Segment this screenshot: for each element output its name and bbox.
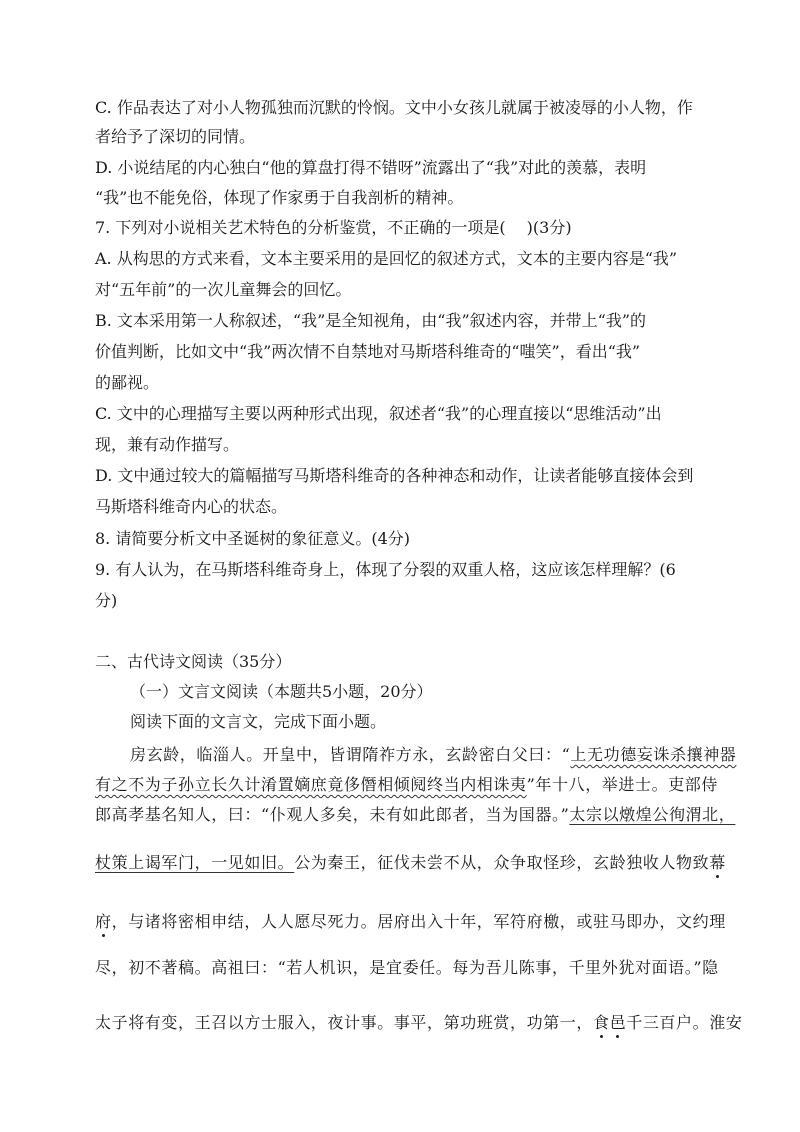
q6-option-c-line1: C. 作品表达了对小人物孤独而沉默的怜悯。文中小女孩儿就属于被凌辱的小人物，作: [95, 98, 693, 117]
q8-text: 8. 请简要分析文中圣诞树的象征意义。(4分): [95, 529, 411, 548]
q7-option-c-line1: C. 文中的心理描写主要以两种形式出现，叙述者“我”的心理直接以“思维活动”出: [95, 404, 662, 423]
dotted-emphasis-char: 府: [95, 912, 112, 931]
dotted-emphasis-char: 幕: [709, 853, 726, 872]
section2-subtitle: （一）文言文阅读（本题共5小题，20分）: [130, 682, 433, 701]
q9-line2: 分): [95, 591, 118, 610]
q6-option-d-line2: “我”也不能免俗，体现了作家勇于自我剖析的精神。: [95, 188, 464, 207]
q7-option-d-line1: D. 文中通过较大的篇幅描写马斯塔科维奇的各种神态和动作，让读者能够直接体会到: [95, 466, 694, 485]
q6-option-d-line1: D. 小说结尾的内心独白“他的算盘打得不错呀”流露出了“我”对此的羡慕，表明: [95, 158, 647, 177]
q7-stem: 7. 下列对小说相关艺术特色的分析鉴赏，不正确的一项是( )(3分): [95, 218, 572, 237]
passage-line2: [95, 775, 718, 795]
wavy-underlined-text: 上无功德妄诛杀攘神器: [570, 745, 737, 764]
q7-option-d-line2: 马斯塔科维奇内心的状态。: [95, 497, 288, 516]
underlined-text: 太宗以燉煌公徇渭北，: [569, 805, 736, 824]
passage-line2-text: ”年十八，举进士。吏部侍: [526, 775, 718, 794]
dotted-emphasis-char: 邑: [609, 1013, 627, 1032]
q7-option-b-line1: B. 文本采用第一人称叙述，“我”是全知视角，由“我”叙述内容，并带上“我”的: [95, 311, 647, 330]
q7-option-b-line2: 价值判断，比如文中“我”两次情不自禁地对马斯塔科维奇的“嗤笑”，看出“我”: [95, 342, 641, 361]
section2-instruction: 阅读下面的文言文，完成下面小题。: [130, 712, 387, 731]
section2-title: 二、古代诗文阅读（35分）: [95, 652, 292, 671]
passage-line3: [95, 805, 735, 825]
passage-line4: [95, 853, 726, 873]
q6-option-c-line2: 者给予了深切的同情。: [95, 127, 256, 146]
underlined-text: 杖策上谒军门，一见如旧。: [95, 853, 295, 872]
passage-line6: 尽，初不著稿。高祖曰：“若人机识，是宜委任。每为吾儿陈事，千里外犹对面语。”隐: [95, 958, 719, 977]
passage-line1: [130, 745, 736, 765]
passage-line5: [95, 912, 726, 932]
passage-line3-text: 郎高孝基名知人，曰：“仆观人多矣，未有如此郎者，当为国器。”: [95, 805, 570, 824]
q9-line1: 9. 有人认为，在马斯塔科维奇身上，体现了分裂的双重人格，这应该怎样理解？(6: [95, 560, 676, 579]
dotted-emphasis-char: 食: [593, 1013, 610, 1032]
q7-option-b-line3: 的鄙视。: [95, 373, 160, 392]
passage-line4-text: 公为秦王，征伐未尝不从，众争取怪珍，玄龄独收人物致: [294, 853, 710, 872]
passage-line5-text: ，与诸将密相申结，人人愿尽死力。居府出入十年，军符府檄，或驻马即办，文约理: [111, 912, 726, 931]
passage-line7-text: 太子将有变，王召以方士服入，夜计事。事平，第功班赏，功第一，: [95, 1013, 594, 1032]
wavy-underlined-text: 有之不为子孙立长久计淆置嫡庶竟侈僭相倾阋终当内相诛夷: [95, 775, 527, 794]
q7-option-a-line2: 对“五年前”的一次儿童舞会的回忆。: [95, 280, 352, 299]
passage-line1-text: 房玄龄，临淄人。开皇中，皆谓隋祚方永，玄龄密白父曰：“: [130, 745, 571, 764]
passage-line7-text-end: 千三百户。淮安: [626, 1013, 743, 1032]
q7-option-a-line1: A. 从构思的方式来看，文本主要采用的是回忆的叙述方式，文本的主要内容是“我”: [95, 249, 678, 268]
passage-line7: [95, 1013, 742, 1033]
q7-option-c-line2: 现，兼有动作描写。: [95, 435, 240, 454]
